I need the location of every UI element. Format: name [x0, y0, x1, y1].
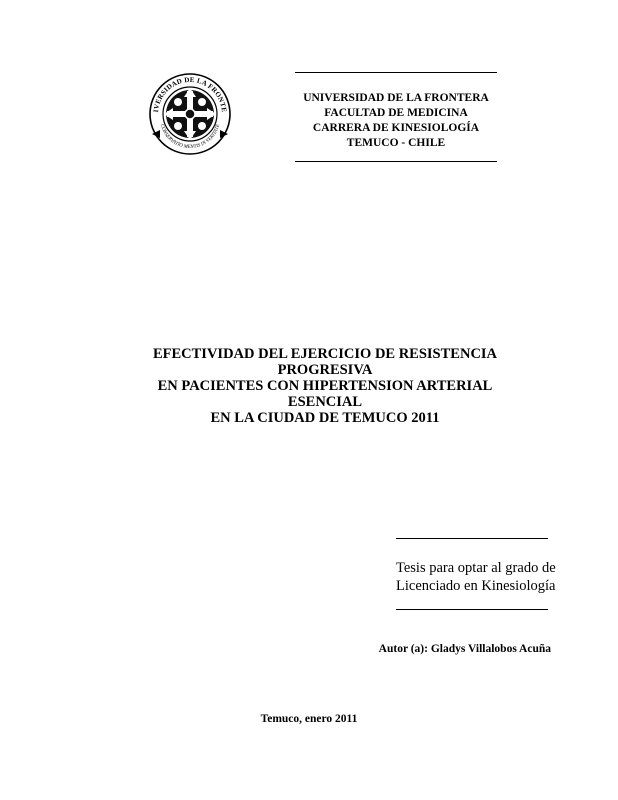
svg-text:UNIVERSIDAD DE LA FRONTERA: IVERSIDAD DE LA FRONTE [152, 75, 229, 113]
thesis-title [120, 346, 530, 426]
place-date: Temuco, enero 2011 [260, 713, 358, 725]
faculty-name: FACULTAD DE MEDICINA [324, 107, 468, 119]
title-line: EN PACIENTES CON HIPERTENSION ARTERIAL ESENCIAL [157, 378, 493, 410]
title-line: PROGRESIVA [277, 362, 373, 378]
degree-line: Licenciado en Kinesiología [396, 578, 556, 594]
header-rule-top [295, 72, 497, 73]
city-country: TEMUCO - CHILE [346, 137, 446, 149]
university-seal-icon [148, 72, 232, 156]
university-name: UNIVERSIDAD DE LA FRONTERA [303, 92, 489, 104]
degree-rule-bottom [396, 609, 548, 610]
institution-header [290, 72, 502, 162]
title-line: EFECTIVIDAD DEL EJERCICIO DE RESISTENCIA [152, 346, 498, 362]
title-line: EN LA CIUDAD DE TEMUCO 2011 [210, 410, 440, 426]
program-name: CARRERA DE KINESIOLOGÍA [312, 122, 480, 134]
header-rule-bottom [295, 161, 497, 162]
degree-statement [396, 538, 556, 610]
degree-rule-top [396, 538, 548, 539]
author-line: Autor (a): Gladys Villalobos Acuña [378, 643, 551, 655]
degree-line: Tesis para optar al grado de [396, 560, 556, 576]
svg-text:CONSERVATIO MENTIS IN VERITATE: CONSERVATIO MENTIS IN VERITATE [158, 123, 222, 151]
